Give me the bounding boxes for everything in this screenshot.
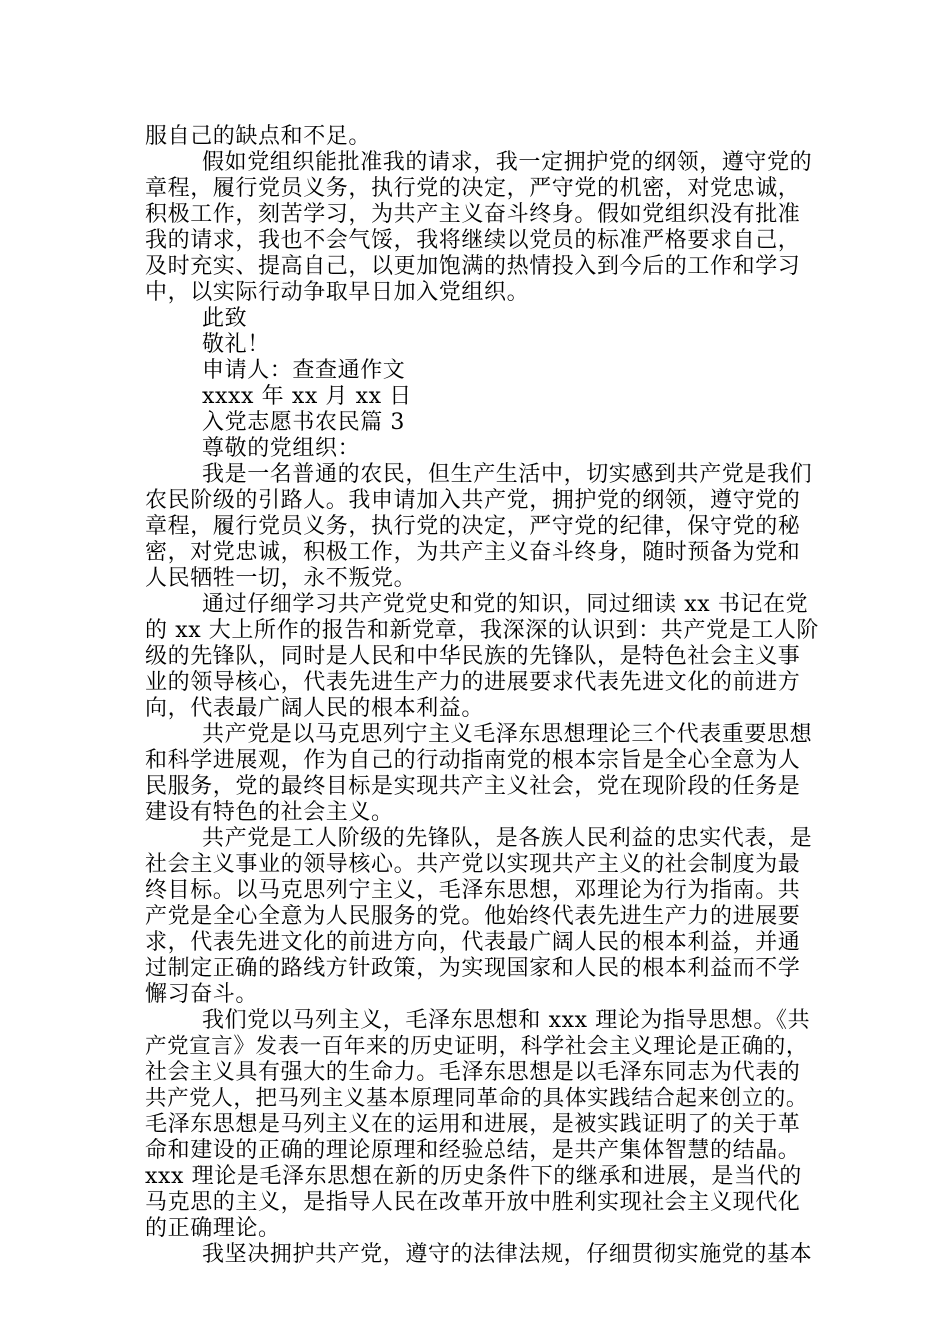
text-line: 农民阶级的引路人。我申请加入共产党，拥护党的纲领，遵守党的 bbox=[145, 488, 801, 513]
text-line: 通过仔细学习共产党党史和党的知识，同过细读 xx 书记在党 bbox=[202, 592, 809, 617]
text-line: xxx 理论是毛泽东思想在新的历史条件下的继承和进展，是当代的 bbox=[145, 1164, 802, 1189]
greeting-line: 尊敬的党组织： bbox=[202, 436, 361, 461]
text-line: 章程，履行党员义务，执行党的决定，严守党的纪律，保守党的秘 bbox=[145, 514, 801, 539]
text-line: 服自己的缺点和不足。 bbox=[145, 124, 372, 149]
text-line: 求，代表先进文化的前进方向，代表最广阔人民的根本利益，并通 bbox=[145, 930, 801, 955]
date-line: xxxx 年 xx 月 xx 日 bbox=[202, 384, 412, 409]
text-line: 人民牺牲一切，永不叛党。 bbox=[145, 566, 417, 591]
text-line: 密，对党忠诚，积极工作，为共产主义奋斗终身，随时预备为党和 bbox=[145, 540, 801, 565]
text-line: 共产党人，把马列主义基本原理同革命的具体实践结合起来创立的。 bbox=[145, 1086, 809, 1111]
text-line: 共产党是以马克思列宁主义毛泽东思想理论三个代表重要思想 bbox=[202, 722, 813, 747]
text-line: 级的先锋队，同时是人民和中华民族的先锋队，是特色社会主义事 bbox=[145, 644, 801, 669]
section-title: 入党志愿书农民篇 3 bbox=[202, 410, 405, 435]
text-line: 过制定正确的路线方针政策，为实现国家和人民的根本利益而不学 bbox=[145, 956, 801, 981]
text-line: 民服务，党的最终目标是实现共产主义社会，党在现阶段的任务是 bbox=[145, 774, 801, 799]
text-line: 建设有特色的社会主义。 bbox=[145, 800, 394, 825]
text-line: 业的领导核心，代表先进生产力的进展要求代表先进文化的前进方 bbox=[145, 670, 801, 695]
text-line: 懈习奋斗。 bbox=[145, 982, 259, 1007]
text-line: 毛泽东思想是马列主义在的运用和进展，是被实践证明了的关于革 bbox=[145, 1112, 801, 1137]
text-line: 章程，履行党员义务，执行党的决定，严守党的机密，对党忠诚， bbox=[145, 176, 801, 201]
text-line: 的 xx 大上所作的报告和新党章，我深深的认识到：共产党是工人阶 bbox=[145, 618, 820, 643]
text-line: 我的请求，我也不会气馁，我将继续以党员的标准严格要求自己， bbox=[145, 228, 801, 253]
text-line: 终目标。以马克思列宁主义，毛泽东思想，邓理论为行为指南。共 bbox=[145, 878, 801, 903]
text-line: 假如党组织能批准我的请求，我一定拥护党的纲领，遵守党的 bbox=[202, 150, 813, 175]
salutation-line: 敬礼！ bbox=[202, 332, 270, 357]
text-line: 产党是全心全意为人民服务的党。他始终代表先进生产力的进展要 bbox=[145, 904, 801, 929]
text-line: 我坚决拥护共产党，遵守的法律法规，仔细贯彻实施党的基本 bbox=[202, 1242, 813, 1267]
text-line: 向，代表最广阔人民的根本利益。 bbox=[145, 696, 485, 721]
text-line: 马克思的主义，是指导人民在改革开放中胜利实现社会主义现代化 bbox=[145, 1190, 801, 1215]
closing-line: 此致 bbox=[202, 306, 248, 331]
text-line: 积极工作，刻苦学习，为共产主义奋斗终身。假如党组织没有批准 bbox=[145, 202, 801, 227]
text-line: 和科学进展观，作为自己的行动指南党的根本宗旨是全心全意为人 bbox=[145, 748, 801, 773]
text-line: 社会主义事业的领导核心。共产党以实现共产主义的社会制度为最 bbox=[145, 852, 801, 877]
text-line: 我们党以马列主义，毛泽东思想和 xxx 理论为指导思想。《共 bbox=[202, 1008, 811, 1033]
applicant-line: 申请人：查查通作文 bbox=[202, 358, 406, 383]
text-line: 中，以实际行动争取早日加入党组织。 bbox=[145, 280, 530, 305]
text-line: 产党宣言》发表一百年来的历史证明，科学社会主义理论是正确的， bbox=[145, 1034, 809, 1059]
text-line: 及时充实、提高自己，以更加饱满的热情投入到今后的工作和学习 bbox=[145, 254, 801, 279]
text-line: 我是一名普通的农民，但生产生活中，切实感到共产党是我们 bbox=[202, 462, 813, 487]
text-line: 社会主义具有强大的生命力。毛泽东思想是以毛泽东同志为代表的 bbox=[145, 1060, 801, 1085]
text-line: 的正确理论。 bbox=[145, 1216, 281, 1241]
text-line: 命和建设的正确的理论原理和经验总结，是共产集体智慧的结晶。 bbox=[145, 1138, 801, 1163]
text-line: 共产党是工人阶级的先锋队，是各族人民利益的忠实代表，是 bbox=[202, 826, 813, 851]
